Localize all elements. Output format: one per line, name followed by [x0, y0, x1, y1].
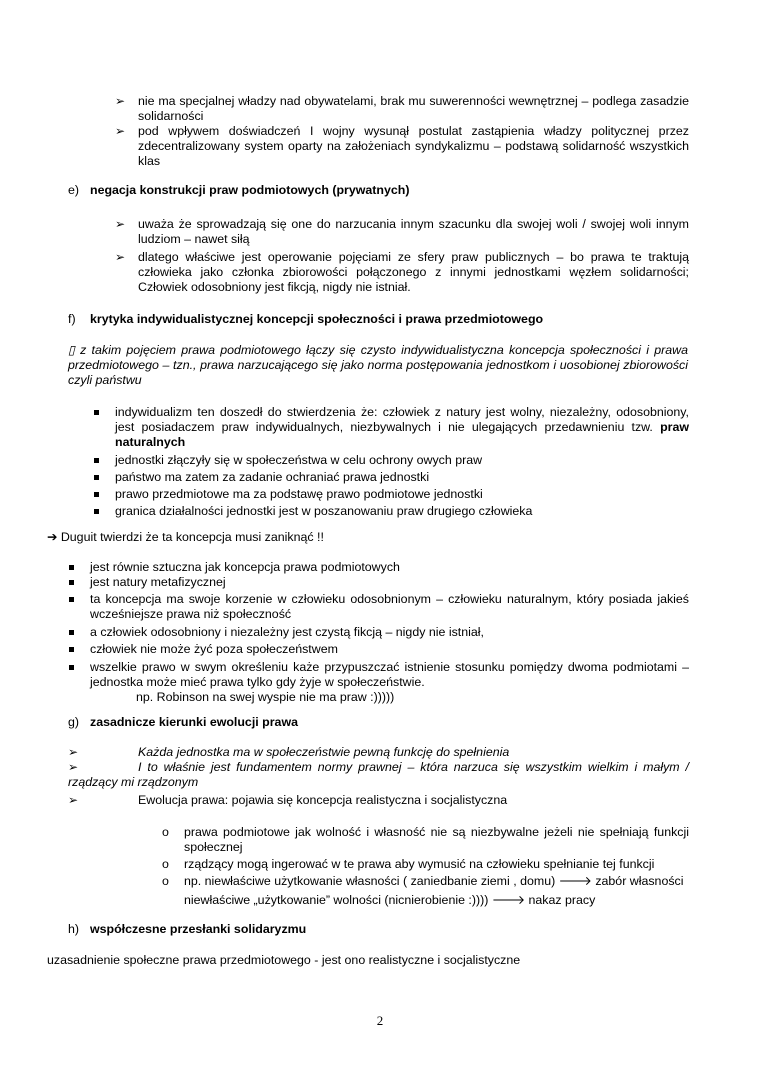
list-item: ➢ I to właśnie jest fundamentem normy prawnej – która narzuca się wszystkim wielkim i małym / rządzący mi rządzonym [68, 760, 689, 789]
section-h-heading [68, 922, 688, 937]
square-bullet-icon [69, 665, 74, 670]
section-f-intro: ▯ z takim pojęciem prawa podmiotowego łączy się czysto indywidualistyczna koncepcja społeczności i prawa przedmiotowego – tzn., prawa narzucającego się jako norma postępowania jednostkom i uosobionej zbiorowości czyli państwu [68, 343, 688, 387]
circle-bullet-icon: o [162, 857, 169, 871]
arrow-bullet-icon: ➢ [68, 793, 79, 807]
list-item: ➢ Każda jednostka ma w społeczeństwie pewną funkcję do spełnienia [68, 745, 510, 759]
list-item: jednostki złączyły się w społeczeństwa w celu ochrony owych praw [93, 453, 689, 468]
section-g-heading [68, 715, 688, 730]
square-bullet-icon [69, 630, 74, 635]
list-item: państwo ma zatem za zadanie ochraniać prawa jednostki [93, 470, 689, 485]
list-item: granica działalności jednostki jest w poszanowaniu praw drugiego człowieka [93, 504, 689, 519]
list-item: ➢ dlatego właściwe jest operowanie pojęciami ze sfery praw publicznych – bo prawa te traktują człowieka jako członka zbiorowości połączonego z innymi jednostkami węzłem solidarności; Człowiek odosobniony jest fikcją, nigdy nie istniał. [115, 250, 689, 294]
duguit-bullet-list [68, 560, 689, 705]
list-item: ➢ pod wpływem doświadczeń I wojny wysunął postulat zastąpienia władzy politycznej przez zdecentralizowany system oparty na założeniach syndykalizmu – podstawą solidarność wszystkich klas [115, 124, 689, 168]
arrow-bullet-icon: ➢ [115, 217, 126, 231]
section-label: f) [68, 312, 76, 326]
right-arrow-icon: 🡒 [491, 893, 526, 907]
list-item: o prawa podmiotowe jak wolność i własność nie są niezbywalne jeżeli nie spełniają funkcji społecznej [162, 825, 689, 854]
circle-bullet-icon: o [162, 874, 169, 888]
example-line: np. Robinson na swej wyspie nie ma praw :))))) [136, 690, 395, 704]
list-item: człowiek nie może żyć poza społeczeństwem [68, 642, 689, 657]
list-item: a człowiek odosobniony i niezależny jest czystą fikcją – nigdy nie istniał, [68, 625, 689, 640]
square-bullet-icon [69, 647, 74, 652]
list-item: ➢ nie ma specjalnej władzy nad obywatelami, brak mu suwerenności wewnętrznej – podlega zasadzie solidarności [115, 94, 689, 123]
square-bullet-icon [69, 597, 74, 602]
section-f-heading [68, 312, 688, 327]
section-h-text: uzasadnienie społeczne prawa przedmiotowego - jest ono realistyczne i socjalistyczne [47, 953, 521, 967]
list-item: wszelkie prawo w swym określeniu każe przypuszczać istnienie stosunku pomiędzy dwoma podmiotami – jednostka może mieć prawa tylko gdy żyje w społeczeństwie. [68, 660, 689, 690]
square-bullet-icon [69, 565, 74, 570]
section-g-bullet-list [68, 745, 689, 808]
section-title: współczesne przesłanki solidaryzmu [90, 922, 307, 936]
square-bullet-icon [94, 475, 99, 480]
arrow-bullet-icon: ➢ [115, 250, 126, 264]
list-item-continuation: niewłaściwe „użytkowanie” wolności (nicnierobienie :)))) 🡒 nakaz pracy [184, 893, 596, 907]
section-label: e) [68, 183, 80, 197]
section-title: zasadnicze kierunki ewolucji prawa [90, 715, 298, 729]
arrow-bullet-icon: ➢ [68, 760, 79, 774]
right-arrow-icon: 🡒 [558, 874, 592, 888]
section-e-heading [68, 183, 688, 198]
section-title: negacja konstrukcji praw podmiotowych (prywatnych) [90, 183, 410, 197]
arrow-bullet-icon: ➢ [115, 94, 126, 108]
list-item: ➢ Ewolucja prawa: pojawia się koncepcja realistyczna i socjalistyczna [68, 793, 508, 807]
section-g-sub-list [162, 825, 689, 908]
thick-arrow-icon: ➔ [47, 530, 58, 544]
top-bullet-list [115, 94, 689, 169]
list-item: prawo przedmiotowe ma za podstawę prawo podmiotowe jednostki [93, 487, 689, 502]
list-item: jest równie sztuczna jak koncepcja prawa podmiotowych [68, 560, 689, 575]
arrow-bullet-icon: ➢ [68, 745, 79, 759]
circle-bullet-icon: o [162, 825, 169, 839]
section-title: krytyka indywidualistycznej koncepcji społeczności i prawa przedmiotowego [90, 312, 544, 326]
section-e-bullet-list [115, 217, 689, 295]
section-label: g) [68, 715, 80, 729]
page-number: 2 [376, 1013, 384, 1028]
list-item: o np. niewłaściwe użytkowanie własności ( zaniedbanie ziemi , domu) 🡒 zabór własności [162, 874, 684, 888]
square-bullet-icon [94, 410, 99, 415]
square-bullet-icon [94, 458, 99, 463]
section-f-bullet-list [93, 405, 689, 519]
square-bullet-icon [69, 580, 74, 585]
square-bullet-icon [94, 509, 99, 514]
list-item: ta koncepcja ma swoje korzenie w człowieku odosobnionym – człowieku naturalnym, który posiada jakieś wcześniejsze prawa niż społeczność [68, 592, 689, 622]
arrow-bullet-icon: ➢ [115, 124, 126, 138]
list-item: o rządzący mogą ingerować w te prawa aby wymusić na człowieku spełnianie tej funkcji [162, 857, 655, 871]
square-bullet-icon [94, 492, 99, 497]
box-icon: ▯ [68, 343, 75, 357]
list-item: indywidualizm ten doszedł do stwierdzenia że: człowiek z natury jest wolny, niezależny, odosobniony, jest posiadaczem praw indywidualnych, niezbywalnych i nie ulegających przedawnieniu tzw. praw naturalnych [93, 405, 689, 450]
list-item: jest natury metafizycznej [68, 575, 689, 590]
duguit-statement: ➔ Duguit twierdzi że ta koncepcja musi zaniknąć !! [47, 530, 324, 544]
list-item: ➢ uważa że sprowadzają się one do narzucania innym szacunku dla swojej woli / swojej woli innym ludziom – nawet siłą [115, 217, 689, 246]
section-label: h) [68, 922, 80, 936]
